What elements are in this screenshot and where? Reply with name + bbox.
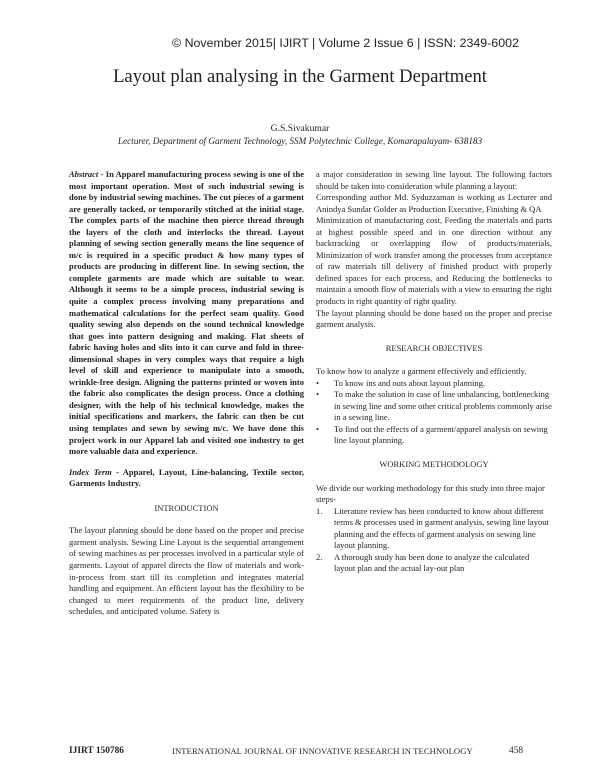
left-column (69, 169, 304, 618)
paper-title: Layout plan analysing in the Garment Department (113, 66, 487, 87)
working-methodology-heading: WORKING METHODOLOGY (379, 459, 489, 470)
list-item: 1. Literature review has been conducted to know about different terms & processes used in garment analysis, sewing line layout planning and the effects of garment analysis on sewing line layout planning. (316, 505, 549, 551)
footer-page-number: 458 (509, 746, 524, 756)
research-objectives-list (316, 378, 552, 447)
layout-closing-paragraph: The layout planning should be done based on the proper and precise garment analysis. (316, 307, 552, 330)
abstract-label: Abstract - (69, 169, 104, 179)
continuation-paragraph: a major consideration in sewing line layout. The following factors should be taken into consideration while planning a layout: (316, 169, 552, 191)
corresponding-author-note: Corresponding author Md. Syduzzaman is working as Lecturer and Anindya Sundar Golder as Production Executive, Finishing & QA (316, 192, 552, 214)
list-item: • To make the solution in case of line unbalancing, bottlenecking in sewing line and some other critical problems commonly arise in a sewing line. (316, 389, 552, 423)
research-objectives-heading: RESEARCH OBJECTIVES (385, 342, 483, 353)
list-item: • To know ins and outs about layout planning. (316, 377, 485, 388)
list-item: 2. A thorough study has been done to analyze the calculated layout plan and the actual lay-out plan (316, 551, 530, 574)
research-objectives-intro: To know how to analyze a garment effectively and efficiently. (316, 366, 527, 377)
list-item: • To find out the effects of a garment/apparel analysis on sewing line layout planning. (316, 423, 548, 446)
abstract-text: In Apparel manufacturing process sewing is one of the most important operation. Most of such industrial sewing is done by industrial sewing machines. The cut pieces of a garment are generally tacked, or temporarily stitched at the initial stage. The complex parts of the machine then pierce thread through the layers of the cloth and interlocks the thread. Layout planning of sewing section generally means the line sequence of m/c is required in a specific product & how many types of products are producing in different line. In sewing section, the complete garments are made which are suitable to wear. Although it seems to be a simple process, industrial sewing is quite a complex process involving many preparations and mathematical calculations for the perfect seam quality. Good quality sewing also depends on the sound technical knowledge that goes into pattern designing and making. Flat sheets of fabric having holes and slits into it can curve and fold in three-dimensional shapes in very complex ways that require a high level of skill and experience to manipulate into a smooth, wrinkle-free design. Aligning the patterns printed or woven into the fabric also complicates the design process. Once a clothing designer, with the help of his technical knowledge, makes the initial specifications and markers, the fabric can then be cut using templates and sewn by sewing m/c. We have done this project work in our Apparel lab and visited one industry to get more valuable data and experience. (69, 169, 304, 457)
right-column (316, 169, 552, 575)
introduction-paragraph: The layout planning should be done based on the proper and precise garment analysis. Sewing Line Layout is the sequential arrangement of sewing machines as per processes involved in a particular style of garments. Layout of apparel directs the flow of materials and work-in-process from start till its completion and integrates material handling and equipment. An efficient layout has the flexibility to be changed to meet requirements of the product line, delivery schedules, and anticipated volume. Safety is (69, 525, 304, 617)
bullet-icon: • (316, 377, 319, 388)
methodology-steps-list (316, 506, 552, 575)
footer-paper-id: IJIRT 150786 (69, 746, 124, 756)
abstract (69, 169, 304, 458)
working-methodology-intro: We divide our working methodology for this study into three major steps- (316, 482, 545, 505)
bullet-icon: • (316, 389, 319, 400)
footer-journal-name: INTERNATIONAL JOURNAL OF INNOVATIVE RESEARCH IN TECHNOLOGY (172, 746, 473, 756)
bullet-icon: • (316, 423, 319, 434)
index-terms (69, 467, 304, 490)
index-terms-text: Apparel, Layout, Line-balancing, Textile sector, Garments Industry. (69, 466, 305, 489)
author-name: G.S.Sivakumar (270, 123, 330, 134)
introduction-heading: INTRODUCTION (154, 502, 219, 513)
layout-factors-paragraph: Minimization of manufacturing cost, Feeding the materials and parts at highest possible speed and in one direction without any backtracking or overlapping flow of products/materials, Minimization of work transfer among the processes from acceptance of raw materials till delivery of finished product with properly defined spaces for each process, and Reducing the bottlenecks to maintain a smooth flow of materials with a view to ensuring the right products in right quantity of right quality. (316, 215, 552, 307)
index-terms-label: Index Term - (69, 466, 119, 477)
author-affiliation: Lecturer, Department of Garment Technology, SSM Polytechnic College, Komarapalayam- 638183 (117, 136, 483, 146)
running-head: © November 2015| IJIRT | Volume 2 Issue 6 | ISSN: 2349-6002 (172, 36, 519, 50)
